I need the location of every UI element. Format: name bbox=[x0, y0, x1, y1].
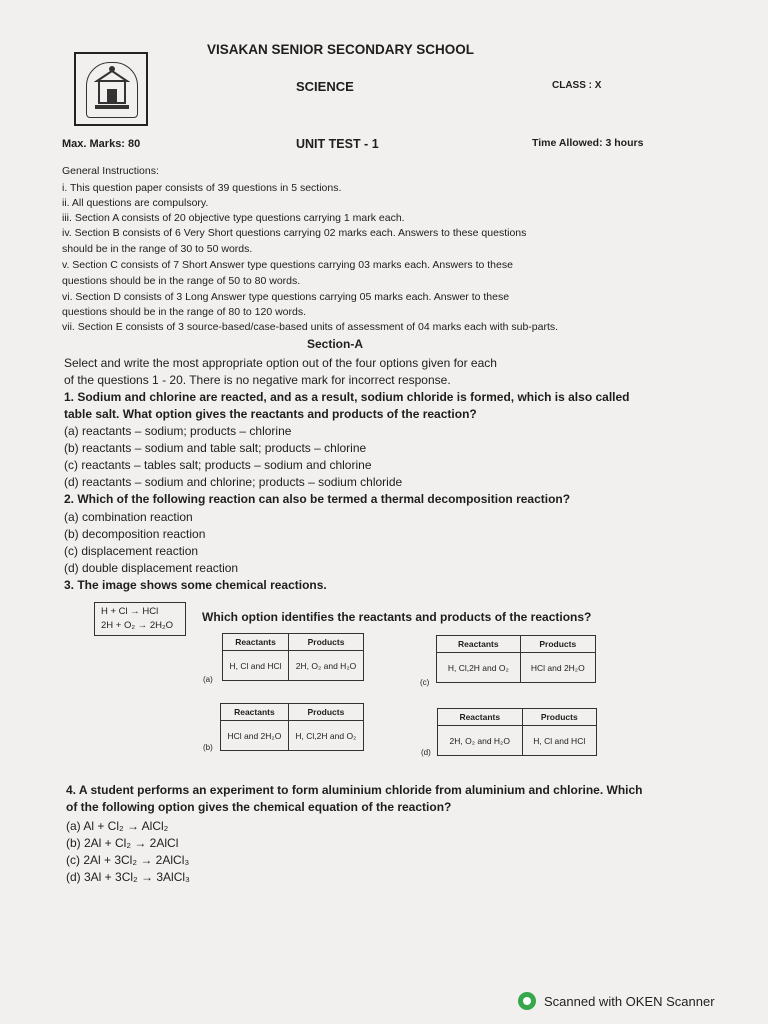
option: (a) reactants – sodium; products – chlorine bbox=[64, 424, 292, 438]
instruction-line: iii. Section A consists of 20 objective type questions carrying 1 mark each. bbox=[62, 212, 405, 224]
col-products: Products bbox=[288, 704, 363, 721]
option: (d) 3Al + 3Cl₂ → 3AlCl₃ bbox=[66, 870, 190, 884]
col-products: Products bbox=[289, 634, 364, 651]
scanner-text: Scanned with OKEN Scanner bbox=[544, 993, 715, 1009]
school-name: VISAKAN SENIOR SECONDARY SCHOOL bbox=[207, 42, 475, 57]
question-2: 2. Which of the following reaction can also be termed a thermal decomposition reaction? bbox=[64, 492, 571, 506]
question-3: 3. The image shows some chemical reactions. bbox=[64, 578, 327, 592]
section-intro: Select and write the most appropriate option out of the four options given for each bbox=[64, 356, 497, 370]
instruction-line: should be in the range of 30 to 50 words. bbox=[62, 243, 253, 255]
subject-title: SCIENCE bbox=[296, 79, 354, 94]
col-reactants: Reactants bbox=[223, 634, 289, 651]
instructions-title: General Instructions: bbox=[62, 165, 159, 177]
instruction-line: i. This question paper consists of 39 questions in 5 sections. bbox=[62, 182, 342, 194]
option-label: (d) bbox=[421, 748, 431, 757]
question-1-cont: table salt. What option gives the reactants and products of the reaction? bbox=[64, 407, 477, 421]
option-label: (b) bbox=[203, 743, 213, 752]
scanner-watermark bbox=[518, 992, 715, 1010]
school-emblem-icon bbox=[86, 62, 138, 118]
equation: 2H + O₂ → 2H₂O bbox=[101, 620, 174, 631]
option-b-table bbox=[220, 703, 364, 751]
instruction-line: ii. All questions are compulsory. bbox=[62, 197, 209, 209]
option-a-table bbox=[222, 633, 364, 681]
question-1: 1. Sodium and chlorine are reacted, and as a result, sodium chloride is formed, which is also called bbox=[64, 390, 630, 404]
class-label: CLASS : X bbox=[552, 80, 602, 91]
time-allowed: Time Allowed: 3 hours bbox=[532, 137, 644, 149]
instruction-line: iv. Section B consists of 6 Very Short questions carrying 02 marks each. Answers to these questions bbox=[62, 227, 527, 239]
reactants-cell: HCl and 2H₂O bbox=[221, 721, 289, 751]
option-d-table bbox=[437, 708, 597, 756]
option: (a) Al + Cl₂ → AlCl₂ bbox=[66, 819, 169, 833]
option: (b) reactants – sodium and table salt; products – chlorine bbox=[64, 441, 367, 455]
instruction-line: v. Section C consists of 7 Short Answer type questions carrying 03 marks each. Answers to these bbox=[62, 259, 513, 271]
question-4-cont: of the following option gives the chemical equation of the reaction? bbox=[66, 800, 452, 814]
reactants-cell: H, Cl,2H and O₂ bbox=[437, 653, 521, 683]
col-reactants: Reactants bbox=[437, 636, 521, 653]
oken-logo-icon bbox=[518, 992, 536, 1010]
products-cell: H, Cl,2H and O₂ bbox=[288, 721, 363, 751]
instruction-line: vi. Section D consists of 3 Long Answer type questions carrying 05 marks each. Answer to these bbox=[62, 291, 510, 303]
test-title: UNIT TEST - 1 bbox=[296, 137, 379, 151]
option-label: (c) bbox=[420, 678, 430, 687]
products-cell: 2H, O₂ and H₂O bbox=[289, 651, 364, 681]
reaction-equations-box bbox=[94, 602, 186, 636]
option: (c) displacement reaction bbox=[64, 544, 199, 558]
option: (c) 2Al + 3Cl₂ → 2AlCl₃ bbox=[66, 853, 190, 867]
question-4: 4. A student performs an experiment to form aluminium chloride from aluminium and chlorine. Which bbox=[66, 783, 643, 797]
option: (b) decomposition reaction bbox=[64, 527, 206, 541]
option: (c) reactants – tables salt; products – sodium and chlorine bbox=[64, 458, 372, 472]
col-reactants: Reactants bbox=[438, 709, 523, 726]
question-3-prompt: Which option identifies the reactants and products of the reactions? bbox=[202, 610, 592, 624]
instruction-line: questions should be in the range of 50 to 80 words. bbox=[62, 275, 301, 287]
instruction-line: vii. Section E consists of 3 source-based/case-based units of assessment of 04 marks each with sub-parts. bbox=[62, 321, 559, 333]
option: (a) combination reaction bbox=[64, 510, 193, 524]
school-logo bbox=[74, 52, 148, 126]
option: (d) reactants – sodium and chlorine; products – sodium chloride bbox=[64, 475, 403, 489]
section-title: Section-A bbox=[307, 337, 364, 351]
reactants-cell: 2H, O₂ and H₂O bbox=[438, 726, 523, 756]
equation: H + Cl → HCl bbox=[101, 606, 159, 617]
col-products: Products bbox=[522, 709, 596, 726]
instruction-line: questions should be in the range of 80 to 120 words. bbox=[62, 306, 307, 318]
option: (d) double displacement reaction bbox=[64, 561, 239, 575]
max-marks: Max. Marks: 80 bbox=[62, 138, 141, 150]
reactants-cell: H, Cl and HCl bbox=[223, 651, 289, 681]
products-cell: HCl and 2H₂O bbox=[520, 653, 595, 683]
option-c-table bbox=[436, 635, 596, 683]
option: (b) 2Al + Cl₂ → 2AlCl bbox=[66, 836, 179, 850]
col-products: Products bbox=[520, 636, 595, 653]
col-reactants: Reactants bbox=[221, 704, 289, 721]
option-label: (a) bbox=[203, 675, 213, 684]
section-intro: of the questions 1 - 20. There is no negative mark for incorrect response. bbox=[64, 373, 451, 387]
products-cell: H, Cl and HCl bbox=[522, 726, 596, 756]
